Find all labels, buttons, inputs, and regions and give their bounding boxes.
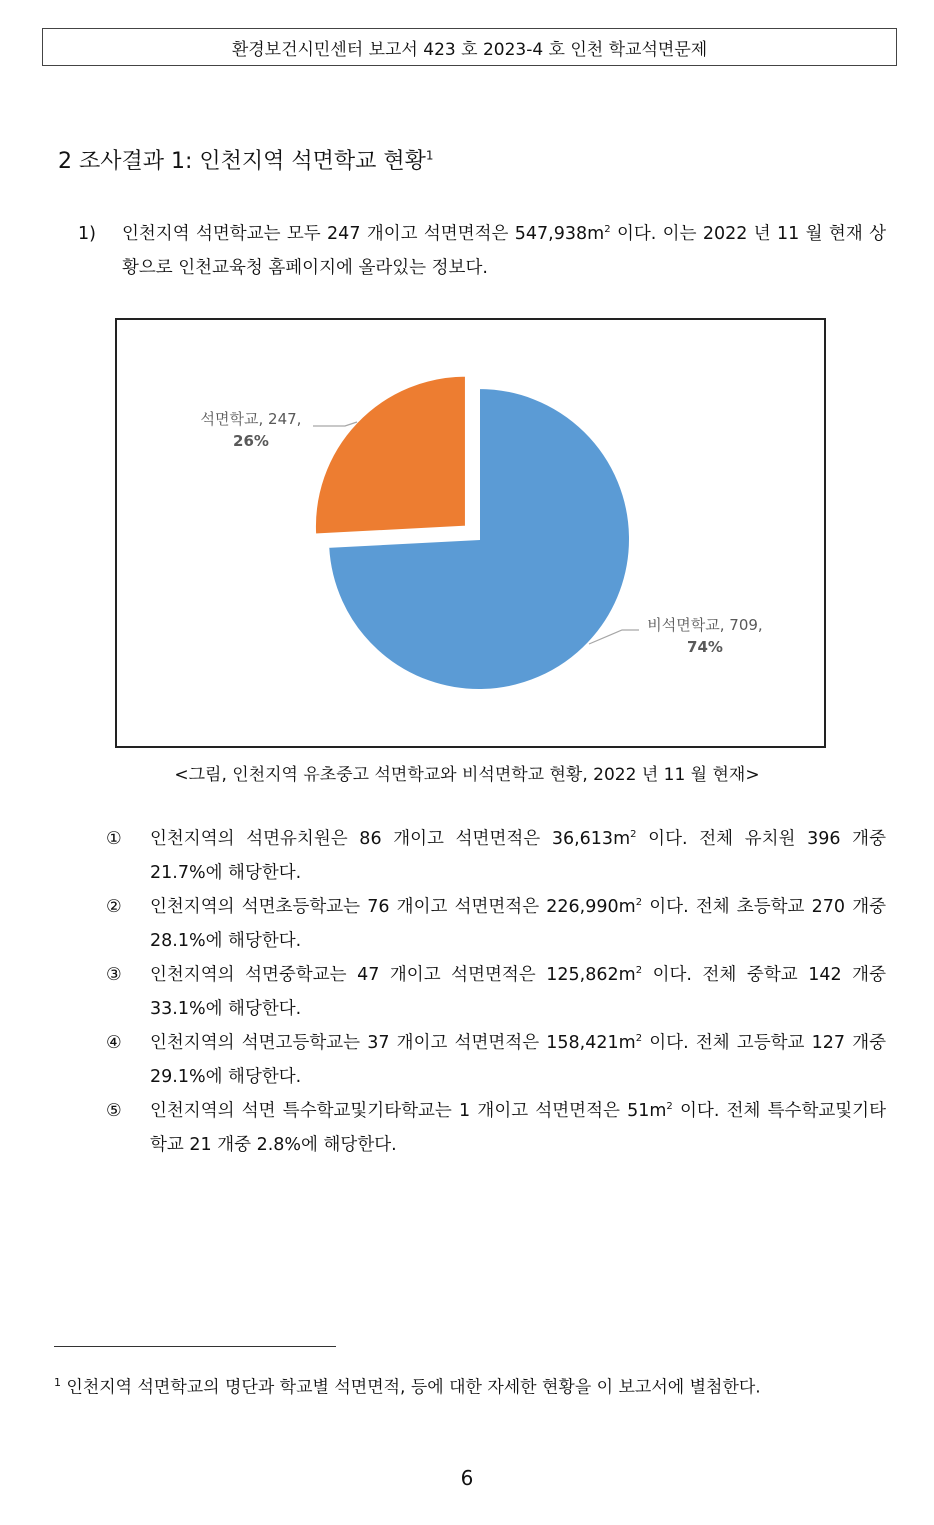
list-item-text [150,1026,886,1094]
list-marker: ④ [106,1033,122,1053]
footnote [54,1366,854,1405]
paragraph-number: 1) [78,224,96,244]
pie-chart [115,318,826,748]
list-marker: ① [106,829,122,849]
section-heading [58,144,434,175]
list-item [106,1094,886,1162]
data-label-non-asbestos-name: 비석면학교, 709, [647,616,763,634]
list-item [106,958,886,1026]
list-text-b: 이다. 전체 중학교 142 개중 33.1%에 해당한다. [150,965,886,1019]
data-label-asbestos-name: 석면학교, 247, [200,410,302,428]
list-item-text [150,822,886,890]
list-sup: 2 [635,965,643,977]
list-item [106,1026,886,1094]
footnote-ref: 1 [425,148,434,163]
section-heading-text: 2 조사결과 1: 인천지역 석면학교 현황 [58,149,426,174]
data-label-asbestos-percent: 26% [233,432,269,450]
list-item [106,822,886,890]
list-text-b: 이다. 전체 특수학교및기타학교 21 개중 2.8%에 해당한다. [150,1101,886,1155]
paragraph-text-b: 이다. 이는 2022 년 11 월 현재 상황으로 인천교육청 홈페이지에 올라있는 정보다. [122,224,887,278]
list-item-text [150,958,886,1026]
paragraph-text-a: 인천지역 석면학교는 모두 247 개이고 석면면적은 547,938m [122,224,605,244]
footnote-text: 인천지역 석면학교의 명단과 학교별 석면면적, 등에 대한 자세한 현황을 이 보고서에 별첨한다. [61,1377,761,1398]
list-sup: 2 [630,829,637,841]
paragraph-body [122,217,886,285]
list-text-a: 인천지역의 석면고등학교는 37 개이고 석면면적은 158,421m [150,1033,636,1053]
pie-slice-asbestos [315,376,466,535]
report-header-title: 환경보건시민센터 보고서 423 호 2023-4 호 인천 학교석면문제 [231,39,708,60]
paragraph-1 [78,217,886,285]
list-text-a: 인천지역의 석면초등학교는 76 개이고 석면면적은 226,990m [150,897,636,917]
leader-line-asbestos [313,422,357,426]
list-marker: ② [106,897,122,917]
item-list [106,822,886,1162]
list-text-b: 이다. 전체 초등학교 270 개중 28.1%에 해당한다. [150,897,886,951]
paragraph-sup: 2 [604,224,611,236]
footnote-marker: 1 [54,1376,61,1389]
pie-chart-svg [117,320,824,746]
list-item-text [150,1094,886,1162]
list-marker: ③ [106,965,122,985]
list-sup: 2 [666,1101,673,1113]
data-label-non-asbestos-percent: 74% [687,638,723,656]
figure-caption: <그림, 인천지역 유초중고 석면학교와 비석면학교 현황, 2022 년 11 월 현재> [174,765,760,785]
list-sup: 2 [635,1033,643,1045]
report-header [42,28,897,66]
list-text-b: 이다. 전체 유치원 396 개중 21.7%에 해당한다. [150,829,886,883]
list-text-a: 인천지역의 석면 특수학교및기타학교는 1 개이고 석면면적은 51m [150,1101,667,1121]
list-marker: ⑤ [106,1101,122,1121]
list-item [106,890,886,958]
list-text-a: 인천지역의 석면유치원은 86 개이고 석면면적은 36,613m [150,829,631,849]
list-item-text [150,890,886,958]
list-text-b: 이다. 전체 고등학교 127 개중 29.1%에 해당한다. [150,1033,886,1087]
list-text-a: 인천지역의 석면중학교는 47 개이고 석면면적은 125,862m [150,965,636,985]
list-sup: 2 [635,897,643,909]
footnote-separator [54,1346,336,1347]
page-number: 6 [460,1466,474,1490]
